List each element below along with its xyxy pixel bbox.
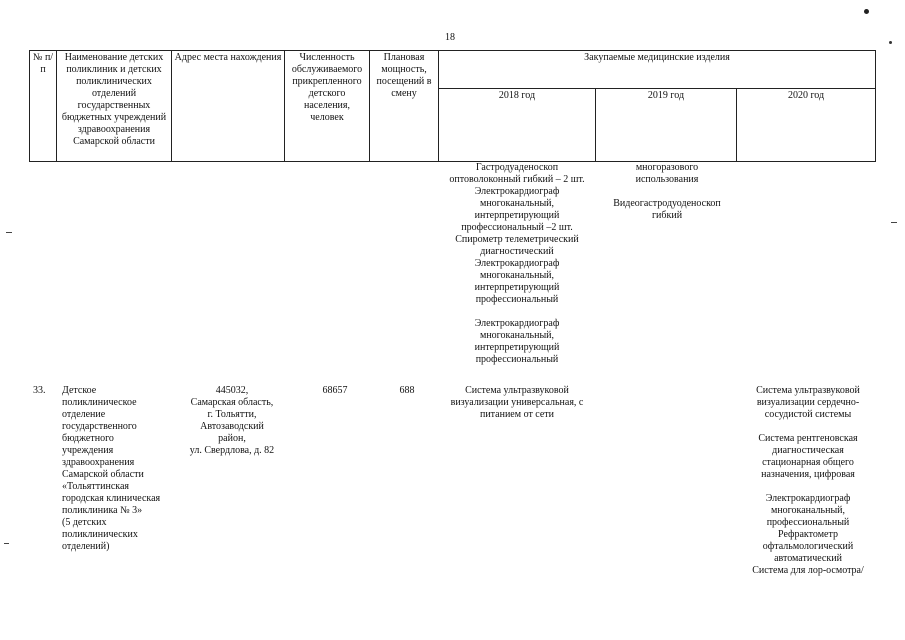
row33-name-line: здравоохранения <box>62 457 135 468</box>
row33-2020-line: Рефрактометр <box>778 529 838 540</box>
scan-speck <box>6 232 12 233</box>
row33-address-line: район, <box>218 433 246 444</box>
row33-2020-line: Система ультразвуковой <box>756 385 860 396</box>
row33-2020-line: визуализации сердечно- <box>756 397 860 408</box>
continuation-2018-line: профессиональный <box>475 294 559 305</box>
header-address: Адрес места нахождения <box>172 51 285 162</box>
row33-address-line: Самарская область, <box>190 397 274 408</box>
row33-2018-line: питанием от сети <box>479 409 555 420</box>
continuation-2018-line: оптоволоконный гибкий – 2 шт. <box>449 174 585 185</box>
continuation-2019-line: использования <box>635 174 699 185</box>
continuation-2019-line: многоразового <box>635 162 699 173</box>
row33-name-line: поликлинических <box>62 529 138 540</box>
row33-2020-line <box>733 421 883 433</box>
row33-2020-line: сосудистой системы <box>764 409 852 420</box>
continuation-2018-line: Спирометр телеметрический <box>455 234 579 245</box>
continuation-2018-line <box>431 306 603 318</box>
row33-2020-line: многоканальный, <box>770 505 846 516</box>
row33-2018-list <box>431 385 603 421</box>
row33-name-line: городская клиническая <box>62 493 161 504</box>
row33-capacity: 688 <box>399 385 415 396</box>
continuation-2018-line: профессиональный –2 шт. <box>461 222 573 233</box>
row33-name-line: бюджетного <box>62 433 114 444</box>
row33-num: 33. <box>33 385 46 396</box>
header-table <box>29 50 876 162</box>
row33-name-line: Детское <box>62 385 97 396</box>
row33-2020-line: офтальмологический <box>762 541 854 552</box>
row33-address-line: 445032, <box>215 385 249 396</box>
continuation-2018-line: многоканальный, <box>479 270 555 281</box>
row33-2020-line <box>733 481 883 493</box>
row33-2018-line: визуализации универсальная, с <box>450 397 584 408</box>
row33-population: 68657 <box>322 385 348 396</box>
continuation-2018-line: многоканальный, <box>479 198 555 209</box>
continuation-2019-line: Видеогастродуоденоскоп <box>613 198 721 209</box>
header-year-2018: 2018 год <box>439 89 596 162</box>
header-year-2019: 2019 год <box>596 89 737 162</box>
row33-name-line: поликлиника № 3» <box>62 505 143 516</box>
row33-2020-line: профессиональный <box>766 517 850 528</box>
continuation-2018-list <box>431 162 603 366</box>
row33-name-line: поликлиническое <box>62 397 137 408</box>
header-purchase: Закупаемые медицинские изделия <box>439 51 876 89</box>
row33-address-line: ул. Свердлова, д. 82 <box>189 445 275 456</box>
continuation-2018-line: диагностический <box>480 246 554 257</box>
row33-2020-list <box>733 385 883 577</box>
row33-2020-line: Электрокардиограф <box>765 493 851 504</box>
header-capacity: Плановая мощность, посещений в смену <box>370 51 439 162</box>
header-population: Численность обслуживаемого прикрепленного детского населения, человек <box>285 51 370 162</box>
header-num: № п/п <box>30 51 57 162</box>
row33-name-line: государственного <box>62 421 137 432</box>
row33-name-line: (5 детских <box>62 517 107 528</box>
row33-2020-line: Система рентгеновская <box>758 433 858 444</box>
continuation-2019-line: гибкий <box>651 210 683 221</box>
row33-address <box>173 385 291 457</box>
header-name: Наименование детских поликлиник и детских поликлинических отделений государственных бюджетных учреждений здравоохранения Самарской области <box>57 51 172 162</box>
page-number: 18 <box>445 32 455 43</box>
row33-name-line: «Тольяттинская <box>62 481 130 492</box>
row33-2020-line: стационарная общего <box>762 457 854 468</box>
continuation-2018-line: многоканальный, <box>479 330 555 341</box>
row33-2020-line: автоматический <box>774 553 842 564</box>
scan-speck <box>864 9 869 14</box>
row33-2020-line: диагностическая <box>772 445 844 456</box>
continuation-2018-line: интерпретирующий <box>474 282 560 293</box>
scan-speck <box>889 41 892 44</box>
continuation-2018-line: Электрокардиограф <box>474 318 560 329</box>
row33-name-line: Самарской области <box>62 469 144 480</box>
continuation-2018-line: профессиональный <box>475 354 559 365</box>
row33-2020-line: назначения, цифровая <box>761 469 855 480</box>
continuation-2018-line: Электрокардиограф <box>474 258 560 269</box>
continuation-2019-line <box>596 186 738 198</box>
scan-speck <box>891 222 897 223</box>
row33-2020-line: Система для лор-осмотра/ <box>752 565 864 576</box>
continuation-2018-line: Гастродуаденоскоп <box>475 162 559 173</box>
row33-name-line: учреждения <box>62 445 114 456</box>
row33-2018-line: Система ультразвуковой <box>465 385 569 396</box>
row33-address-line: г. Тольятти, <box>207 409 257 420</box>
scan-speck <box>4 543 9 544</box>
header-year-2020: 2020 год <box>737 89 876 162</box>
continuation-2018-line: Электрокардиограф <box>474 186 560 197</box>
row33-name-line: отделение <box>62 409 106 420</box>
row33-name-line: отделений) <box>62 541 110 552</box>
row33-address-line: Автозаводский <box>200 421 264 432</box>
continuation-2018-line: интерпретирующий <box>474 210 560 221</box>
continuation-2018-line: интерпретирующий <box>474 342 560 353</box>
continuation-2019-list <box>596 162 738 222</box>
row33-name <box>62 385 180 553</box>
